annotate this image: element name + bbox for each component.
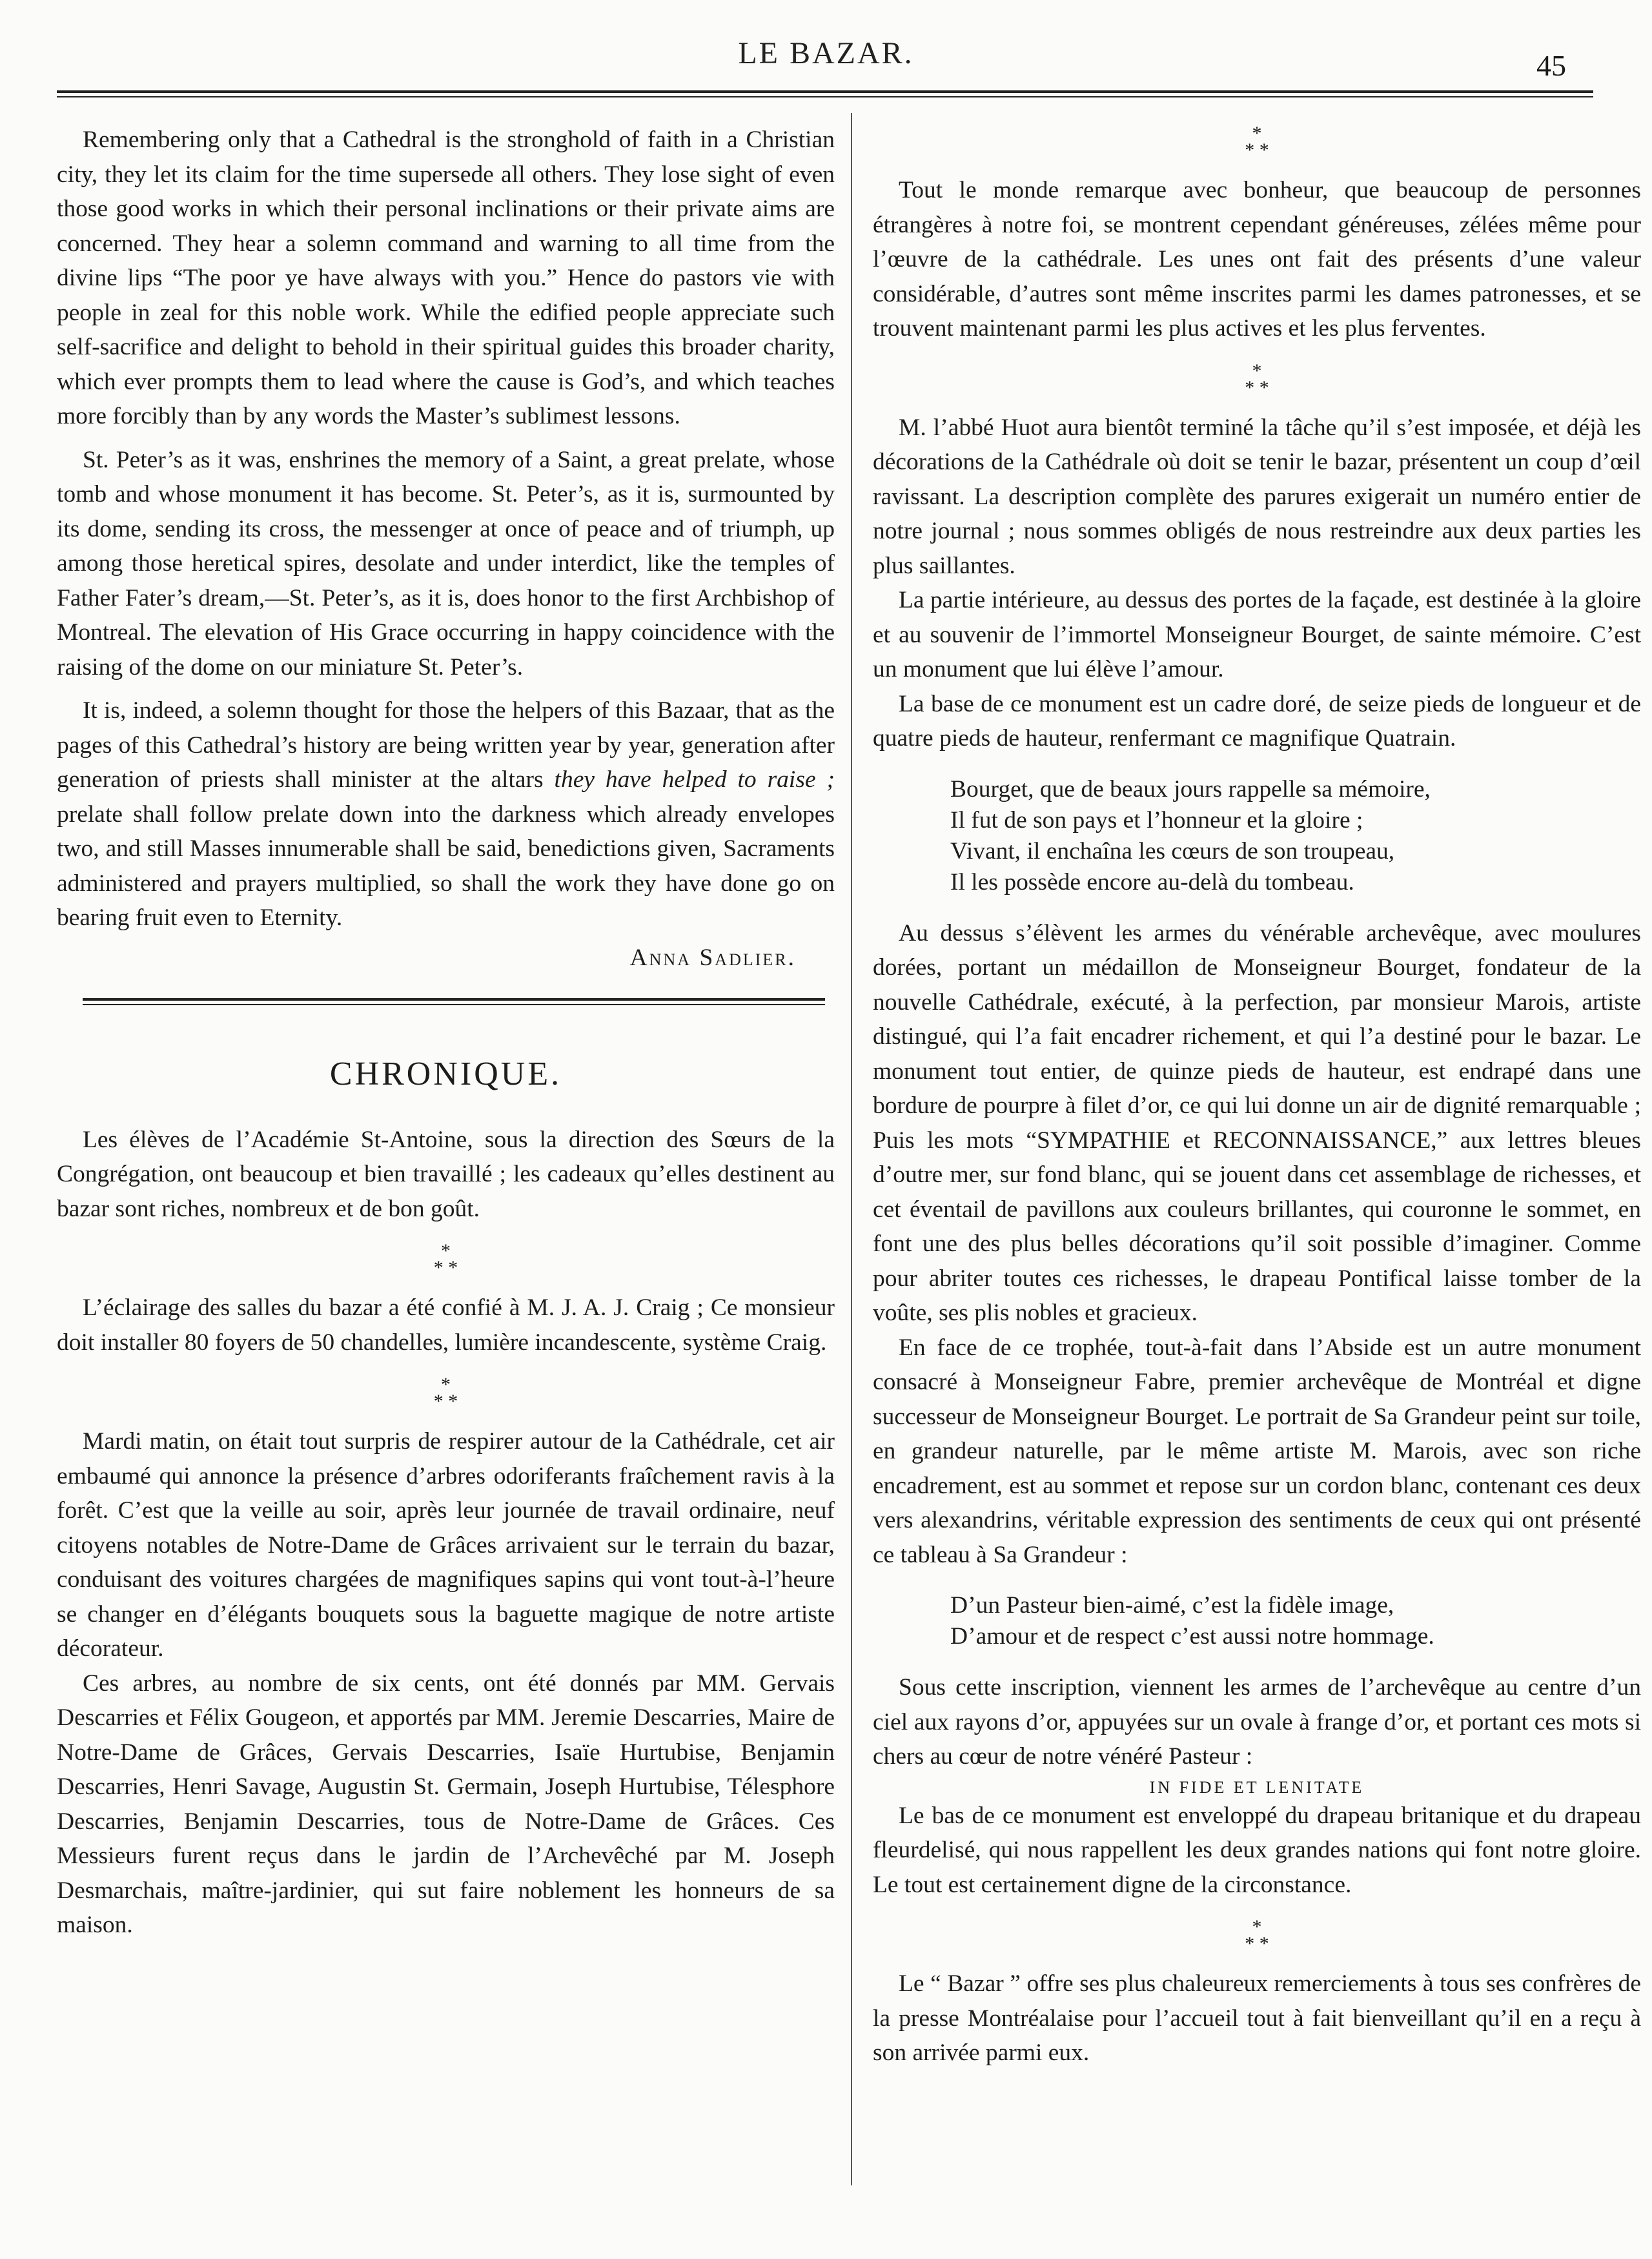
asterism-separator: * * * [1245, 123, 1269, 161]
asterism-separator: * * * [433, 1240, 458, 1278]
news-paragraph: Mardi matin, on était tout surpris de respirer autour de la Cathédrale, cet air embaumé qui annonce la présence d’arbres odoriferants fraîchement ravis à la forêt. C’est que la veille au soir, après leur journée de travail ordinaire, neuf citoyens notables de Notre-Dame de Grâces arrivaient sur le terrain du bazar, conduisant des voitures chargées de magnifiques sapins qui vont tout-à-l’heure se changer en d’élégants bouquets sous la baguette magique de notre artiste décorateur. [57, 1428, 835, 1662]
news-paragraph: Le bas de ce monument est enveloppé du drapeau britanique et du drapeau fleurdelisé, qui nous rappellent les deux grandes nations qui font notre gloire. Le tout est certainement digne de la circonstance. [873, 1802, 1641, 1898]
section-title: CHRONIQUE. [329, 1056, 562, 1092]
column-divider [851, 113, 852, 2185]
news-paragraph: Les élèves de l’Académie St-Antoine, sous la direction des Sœurs de la Congrégation, ont beaucoup et bien travaillé ; les cadeaux qu’elles destinent au bazar sont riches, nombreux et de bon goût. [57, 1126, 835, 1222]
poem-line: Il les possède encore au-delà du tombeau. [950, 868, 1354, 895]
news-paragraph: M. l’abbé Huot aura bientôt terminé la tâche qu’il s’est imposée, et déjà les décorations de la Cathédrale où doit se tenir le bazar, présentent un coup d’œil ravissant. La description complète des parures exigerait un numéro entier de notre journal ; nous sommes obligés de nous restreindre aux deux parties les plus saillantes. [873, 414, 1641, 579]
page-number: 45 [1536, 49, 1566, 82]
right-column [873, 123, 1641, 2070]
news-paragraph: La base de ce monument est un cadre doré, de seize pieds de longueur et de quatre pieds de hauteur, renfermant ce magnifique Quatrain. [873, 690, 1641, 751]
news-paragraph: En face de ce trophée, tout-à-fait dans l’Abside est un autre monument consacré à Monseigneur Fabre, premier archevêque de Montréal et digne successeur de Monseigneur Bourget. Le portrait de Sa Grandeur peint sur toile, en grandeur naturelle, par le même artiste M. Marois, avec son riche encadrement, est au sommet et repose sur un cordon blanc, contenant ces deux vers alexandrins, véritable expression des sentiments de ceux qui ont présenté ce tableau à Sa Grandeur : [873, 1334, 1641, 1568]
paragraph-text: prelate shall follow prelate down into the darkness which already envelopes two, and still Masses innumerable shall be said, benedictions given, Sacraments administered and prayers multiplied, so shall the work they have done go on bearing fruit even to Eternity. [57, 801, 835, 931]
news-paragraph: Sous cette inscription, viennent les armes de l’archevêque au centre d’un ciel aux rayons d’or, appuyées sur un ovale à frange d’or, et portant ces mots si chers au cœur de notre vénéré Pasteur : [873, 1674, 1641, 1770]
header-rule [57, 90, 1593, 97]
news-paragraph: Ces arbres, au nombre de six cents, ont été donnés par MM. Gervais Descarries et Félix Gougeon, et apportés par MM. Jeremie Descarries, Maire de Notre-Dame de Grâces, Gervais Descarries, Isaïe Hurtubise, Benjamin Descarries, Henri Savage, Augustin St. Germain, Joseph Hurtubise, Télesphore Descarries, Benjamin Descarries, tous de Notre-Dame de Grâces. Ces Messieurs furent reçus dans le jardin de l’Archevêché par M. Joseph Desmarchais, maître-jardinier, qui sut faire noblement les honneurs de sa maison. [57, 1670, 835, 1938]
page-title: LE BAZAR. [738, 36, 914, 70]
news-paragraph: Le “ Bazar ” offre ses plus chaleureux remerciements à tous ses confrères de la presse Montréalaise pour l’accueil tout à fait bienveillant qu’il en a reçu à son arrivée parmi eux. [873, 1970, 1641, 2066]
news-paragraph: Au dessus s’élèvent les armes du vénérable archevêque, avec moulures dorées, portant un médaillon de Monseigneur Bourget, fondateur de la nouvelle Cathédrale, exécuté, à la perfection, par monsieur Marois, artiste distingué, qui l’a fait encadrer richement, et qui l’a destiné pour le bazar. Le monument tout entier, de quinze pieds de hauteur, est endrapé dans une bordure de pourpre à filet d’or, ce qui lui donne un air de dignité remarquable ; Puis les mots “SYMPATHIE et RECONNAISSANCE,” aux lettres bleues d’outre mer, sur fond blanc, qui se jouent dans cet assemblage de richesses, et cet éventail de pavillons aux couleurs brillantes, qui couronne le sommet, en font une des plus belles décorations qu’il soit possible d’imaginer. Comme pour abriter toutes ces richesses, le drapeau Pontifical laisse tomber de la voûte, ses plis nobles et gracieux. [873, 919, 1641, 1326]
paragraph-text: It is, indeed, a solemn thought for those the helpers of this Bazaar, that as the pages of this Cathedral’s history are being written year by year, generation after generation of priests shall minister at the altars [57, 697, 835, 793]
poem-line: Bourget, que de beaux jours rappelle sa mémoire, [950, 775, 1431, 802]
poem-line: D’amour et de respect c’est aussi notre hommage. [950, 1623, 1434, 1650]
couplet [873, 1590, 1641, 1652]
poem-line: Il fut de son pays et l’honneur et la gloire ; [950, 806, 1363, 833]
article-paragraph: Remembering only that a Cathedral is the stronghold of faith in a Christian city, they let its claim for the time supersede all others. They lose sight of even those good works in which their personal inclinations or their private aims are concerned. They hear a solemn command and warning to all time from the divine lips “The poor ye have always with you.” Hence do pastors vie with people in zeal for this noble work. While the edified people appreciate such self-sacrifice and delight to behold in their spiritual guides this broader charity, which ever prompts them to lead where the cause is God’s, and which teaches more forcibly than by any words the Master’s sublimest lessons. [57, 127, 835, 429]
article-paragraph [57, 693, 835, 935]
asterism-separator: * * * [433, 1374, 458, 1412]
news-paragraph: L’éclairage des salles du bazar a été confié à M. J. A. J. Craig ; Ce monsieur doit installer 80 foyers de 50 chandelles, lumière incandescente, système Craig. [57, 1294, 835, 1356]
asterism-separator: * * * [1245, 1916, 1269, 1954]
left-column [57, 123, 835, 1943]
italic-text: they have helped to raise ; [554, 766, 835, 793]
news-paragraph: La partie intérieure, au dessus des portes de la façade, est destinée à la gloire et au souvenir de l’immortel Monseigneur Bourget, de sainte mémoire. C’est un monument que lui élève l’amour. [873, 587, 1641, 682]
poem-line: Vivant, il enchaîna les cœurs de son troupeau, [950, 837, 1395, 864]
section-rule [83, 998, 825, 1005]
news-paragraph: Tout le monde remarque avec bonheur, que beaucoup de personnes étrangères à notre foi, se montrent cependant généreuses, zélées même pour l’œuvre de la cathédrale. Les unes ont fait des présents d’une valeur considérable, d’autres sont même inscrites parmi les dames patronesses, et se trouvent maintenant parmi les plus actives et les plus ferventes. [873, 177, 1641, 342]
poem-line: D’un Pasteur bien-aimé, c’est la fidèle image, [950, 1592, 1394, 1619]
asterism-separator: * * * [1245, 360, 1269, 398]
article-paragraph: St. Peter’s as it was, enshrines the memory of a Saint, a great prelate, whose tomb and whose monument it has become. St. Peter’s, as it is, surmounted by its dome, sending its cross, the messenger at once of peace and of triumph, up among those heretical spires, desolate and under interdict, like the temples of Father Fater’s dream,—St. Peter’s, as it is, does honor to the first Archbishop of Montreal. The elevation of His Grace occurring in happy coincidence with the raising of the dome on our miniature St. Peter’s. [57, 446, 835, 680]
quatrain [873, 774, 1641, 898]
author-signature: Anna Sadlier. [629, 944, 796, 971]
motto: IN FIDE ET LENITATE [1149, 1777, 1365, 1797]
